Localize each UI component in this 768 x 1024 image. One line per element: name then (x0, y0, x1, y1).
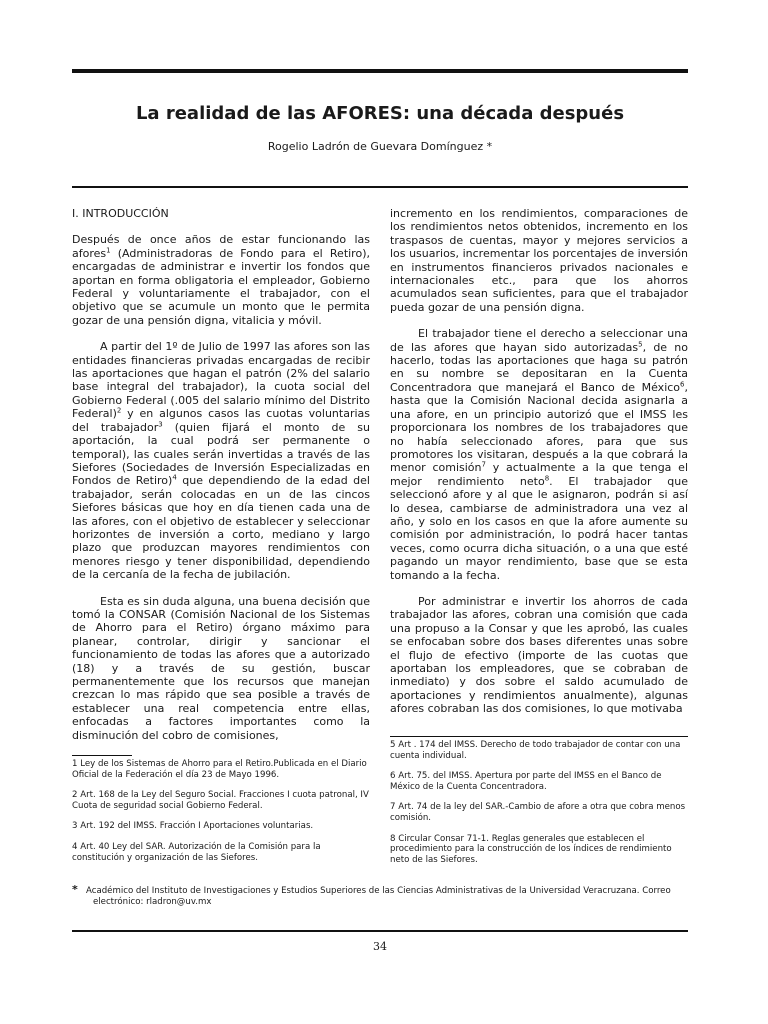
paragraph-2-text-d: que dependiendo de la edad del trabajador, serán colocadas en un de las cincos Siefores básicas que hoy en día tienen cada una de las afores, con el objetivo de establecer y seleccionar horizontes de inversión a corto, mediano y largo plazo que produzcan mayores rendimientos con menores riesgo y tener disponibilidad, dependiendo de la cercanía de la fecha de jubilación. (72, 474, 370, 582)
footnote-ref-2: 2 (116, 406, 122, 415)
footnote-4: 4 Art. 40 Ley del SAR. Autorización de la Comisión para la constitución y organización de las Siefores. (72, 841, 321, 863)
footnotes-left (72, 759, 370, 873)
paragraph-4: incremento en los rendimientos, comparaciones de los rendimientos netos obtenidos, incremento en los traspasos de cuentas, mayor y mejores servicios a los usuarios, incrementar los porcentajes de inversión en instrumentos financieros privados nacionales e internacionales etc., para que los ahorros acumulados sean suficientes, para que el trabajador pueda gozar de una pensión digna. (390, 207, 688, 314)
paragraph-1-text-a: Después de once años de estar funcionando las afores (72, 233, 370, 260)
paragraph-6: Por administrar e invertir los ahorros de cada trabajador las afores, cobran una comisión que cada una propuso a la Consar y que les aprobó, las cuales se enfocaban sobre dos bases diferentes unas sobre el flujo de efectivo (importe de las cuotas que aportaban los empleadores, que se cobraban de inmediato) y dos sobre el saldo acumulado de aportaciones y rendimientos anualmente), algunas afores cobraban las dos comisiones, lo que motivaba (390, 594, 688, 716)
paragraph-5-text-a: El trabajador tiene el derecho a seleccionar una de las afores que hayan sido autorizadas (390, 327, 688, 354)
bottom-rule (72, 930, 688, 932)
author-note-text-1: Académico del Instituto de Investigaciones y Estudios Superiores de las Ciencias Administrativas de la Universidad Veracruzana. Correo (86, 886, 671, 896)
footnote-6: 6 Art. 75. del IMSS. Apertura por parte del IMSS en el Banco de México de la Cuenta Concentradora. (390, 771, 662, 792)
footnote-ref-8: 8 (544, 474, 550, 483)
footnote-5: 5 Art . 174 del IMSS. Derecho de todo trabajador de contar con una cuenta individual. (390, 740, 681, 761)
right-column (390, 207, 688, 729)
header-rule (72, 186, 688, 188)
footnote-7: 7 Art. 74 de la ley del SAR.-Cambio de afore a otra que cobra menos comisión. (390, 802, 686, 823)
page-number: 34 (373, 940, 387, 953)
footnote-ref-5: 5 (638, 340, 643, 348)
paragraph-1-text-b: (Administradoras de Fondo para el Retiro), encargadas de administrar e invertir los fondos que aportan en forma obligatoria el empleador, Gobierno Federal y voluntariamente el trabajador, con el objetivo que se acumule un monto que le permita gozar de una pensión digna, vitalicia y móvil. (72, 246, 370, 327)
paragraph-5-text-e: . El trabajador que seleccionó afore y al que le asignaron, podrán si así lo desea, cambiarse de administradora una vez al año, y solo en los casos en que la afore aumente su comisión por administración, lo podrá hacer tantas veces, como ocurra dicha situación, o a una que esté pagando un mayor rendimiento, base que se esta tomando a la fecha. (390, 474, 688, 582)
section-heading: I. INTRODUCCIÓN (72, 207, 169, 220)
footnote-ref-1: 1 (106, 246, 111, 255)
article-author (72, 140, 688, 154)
paragraph-2-text-b: y en algunos casos las cuotas voluntarias del trabajador (72, 407, 370, 434)
footnote-2: 2 Art. 168 de la Ley del Seguro Social. Fracciones I cuota patronal, IV Cuota de seguridad social Gobierno Federal. (72, 790, 369, 811)
footnote-ref-6: 6 (680, 380, 685, 389)
paragraph-5-text-b: , de no hacerlo, todas las aportaciones que haga su patrón en su nombre se depositaran en la Cuenta Concentradora que manejará el Banco de México (390, 340, 688, 394)
footnote-1: 1 Ley de los Sistemas de Ahorro para el Retiro.Publicada en el Diario Oficial de la Federación el día 23 de Mayo 1996. (72, 759, 367, 780)
left-column (72, 207, 370, 755)
footnote-8: 8 Circular Consar 71-1. Reglas generales que establecen el procedimiento para la construcción de los índices de rendimiento neto de las Siefores. (390, 833, 672, 865)
footnote-ref-4: 4 (172, 473, 177, 482)
author-affiliation-note (72, 884, 688, 908)
paragraph-5-text-d: y actualmente a la que tenga el mejor rendimiento neto (390, 461, 688, 488)
top-rule (72, 69, 688, 73)
article-title: La realidad de las AFORES: una década después (135, 103, 625, 124)
paragraph-1 (72, 233, 370, 327)
paragraph-3: Esta es sin duda alguna, una buena decisión que tomó la CONSAR (Comisión Nacional de los Sistemas de Ahorro para el Retiro) órgano máximo para planear, controlar, dirigir y sancionar el funcionamiento de todas las afores que a autorizado (18) y a través de su gestión, buscar permanentemente que los recursos que manejan crezcan lo mas rápido que sea posible a través de establecer una real competencia entre ellas, enfocadas a factores importantes como la disminución del cobro de comisiones, (72, 594, 370, 742)
paragraph-2 (72, 340, 370, 581)
author-note-line-2: electrónico: rladron@uv.mx (93, 897, 212, 907)
footnote-rule-right (390, 736, 688, 737)
author-note-line-1 (72, 884, 688, 897)
author-name: Rogelio Ladrón de Guevara Domínguez (267, 140, 484, 153)
paragraph-2-text-c: (quien fijará el monto de su aportación, la cual podrá ser permanente o temporal), las cuales serán invertidas a través de las Siefores (Sociedades de Inversión Especializadas en Fondos de Retiro) (72, 420, 370, 488)
paragraph-5-text-c: , hasta que la Comisión Nacional decida asignarla a una afore, en un principio autorizó que el IMSS les proporcionara los nombres de los trabajadores que no había seleccionado afores, para que sus promotores los visitaran, después a la que cobrará la menor comisión (390, 380, 688, 475)
paragraph-2-text-a: A partir del 1º de Julio de 1997 las afores son las entidades financieras privadas encargadas de recibir las aportaciones que hagan el patrón (2% del salario base integral del trabajador), la cuota social del Gobierno Federal (.005 del salario mínimo del Distrito Federal) (72, 340, 370, 421)
footnote-3: 3 Art. 192 del IMSS. Fracción I Aportaciones voluntarias. (72, 821, 314, 832)
footnotes-right (390, 740, 688, 875)
paragraph-5 (390, 327, 688, 582)
footnote-ref-7: 7 (481, 460, 486, 469)
author-note-mark: * (72, 883, 78, 896)
author-mark: * (486, 140, 493, 153)
footnote-rule-left (72, 755, 132, 756)
footnote-ref-3: 3 (158, 420, 163, 429)
